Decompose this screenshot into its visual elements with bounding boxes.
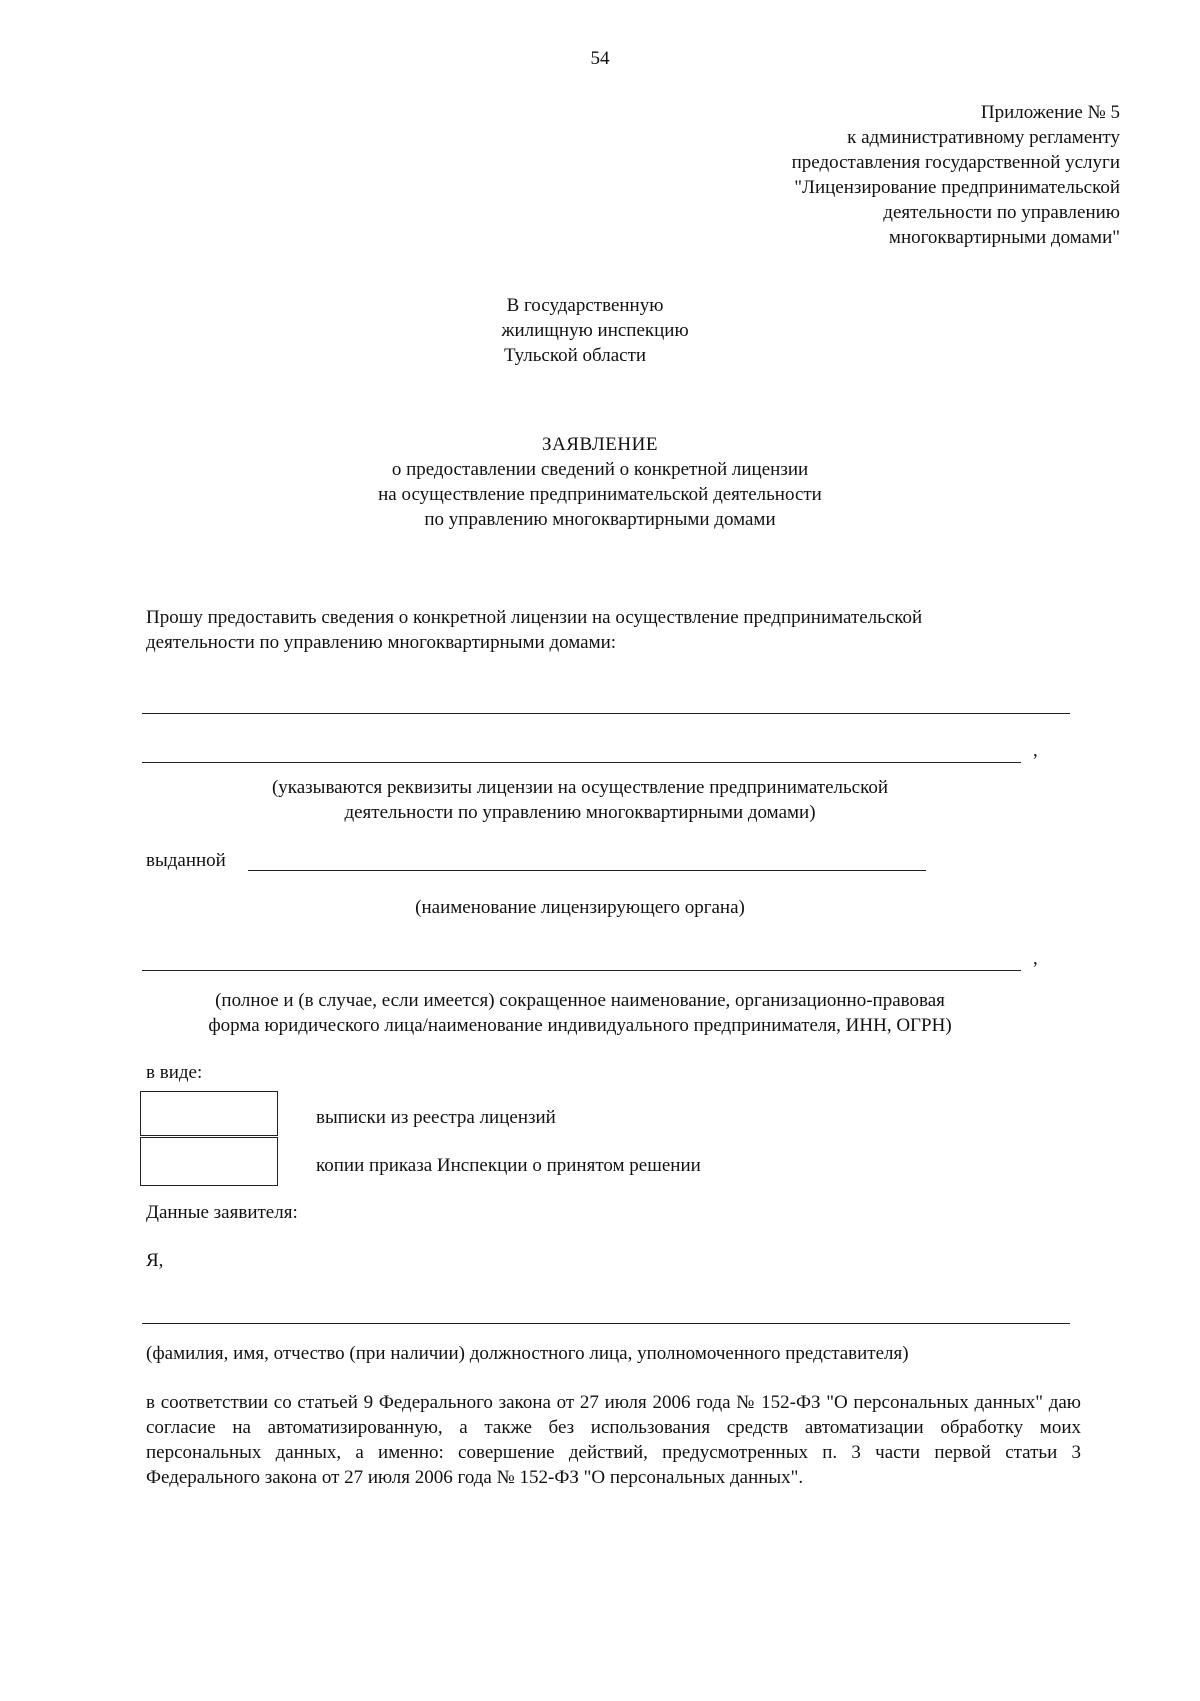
license-caption: [0, 775, 1160, 825]
appendix-line: многоквартирными домами": [888, 227, 1120, 248]
recipient-line: Тульской области: [503, 345, 647, 366]
caption-line: деятельности по управлению многоквартирными домами): [344, 802, 816, 823]
order-copy-label: копии приказа Инспекции о принятом решении: [316, 1155, 701, 1176]
document-title-block: [0, 432, 1200, 532]
order-copy-checkbox[interactable]: [140, 1137, 278, 1186]
consent-paragraph: [146, 1390, 1081, 1490]
consent-text: в соответствии со статьей 9 Федерального закона от 27 июля 2006 года № 152-ФЗ "О персональных данных" даю согласие на автоматизированную, а также без использования средств автоматизации обработку моих персональных данных, а именно: совершение действий, предусмотренных п. 3 части первой статьи 3 Федерального закона от 27 июля 2006 года № 152-ФЗ "О персональных данных".: [146, 1392, 1081, 1488]
i-label: Я,: [146, 1250, 164, 1271]
license-holder-line[interactable]: [142, 970, 1021, 971]
issued-label: выданной: [146, 850, 226, 871]
request-line: Прошу предоставить сведения о конкретной лицензии на осуществление предпринимательской: [146, 607, 923, 628]
caption-line: (указываются реквизиты лицензии на осуществление предпринимательской: [271, 777, 889, 798]
appendix-line: предоставления государственной услуги: [791, 152, 1120, 173]
applicant-label: Данные заявителя:: [146, 1202, 298, 1223]
request-text: [146, 605, 1081, 655]
page-number: 54: [590, 48, 610, 69]
appendix-line: к административному регламенту: [847, 127, 1120, 148]
license-details-line-2[interactable]: [142, 762, 1021, 763]
request-line: деятельности по управлению многоквартирными домами:: [146, 632, 617, 653]
title-line: на осуществление предпринимательской деятельности: [378, 484, 822, 505]
person-caption: (фамилия, имя, отчество (при наличии) должностного лица, уполномоченного представителя): [146, 1343, 909, 1364]
recipient-line: В государственную: [506, 295, 664, 316]
title-line: о предоставлении сведений о конкретной лицензии: [391, 459, 809, 480]
form-label: в виде:: [146, 1062, 203, 1083]
applicant-name-line[interactable]: [142, 1323, 1070, 1324]
caption-line: (полное и (в случае, если имеется) сокращенное наименование, организационно-правовая: [215, 990, 945, 1011]
authority-caption: (наименование лицензирующего органа): [415, 897, 745, 918]
title-line: по управлению многоквартирными домами: [424, 509, 776, 530]
comma: ,: [1033, 740, 1038, 761]
appendix-line: "Лицензирование предпринимательской: [794, 177, 1120, 198]
issuer-line[interactable]: [248, 870, 926, 871]
recipient-line: жилищную инспекцию: [501, 320, 689, 341]
caption-line: форма юридического лица/наименование индивидуального предпринимателя, ИНН, ОГРН): [208, 1015, 952, 1036]
comma: ,: [1033, 948, 1038, 969]
document-title: ЗАЯВЛЕНИЕ: [542, 434, 658, 455]
appendix-header: [600, 100, 1120, 250]
appendix-line: деятельности по управлению: [883, 202, 1120, 223]
registry-extract-label: выписки из реестра лицензий: [316, 1107, 556, 1128]
license-details-line-1[interactable]: [142, 713, 1070, 714]
appendix-line: Приложение № 5: [980, 102, 1120, 123]
registry-extract-checkbox[interactable]: [140, 1091, 278, 1136]
holder-caption: [0, 988, 1160, 1038]
